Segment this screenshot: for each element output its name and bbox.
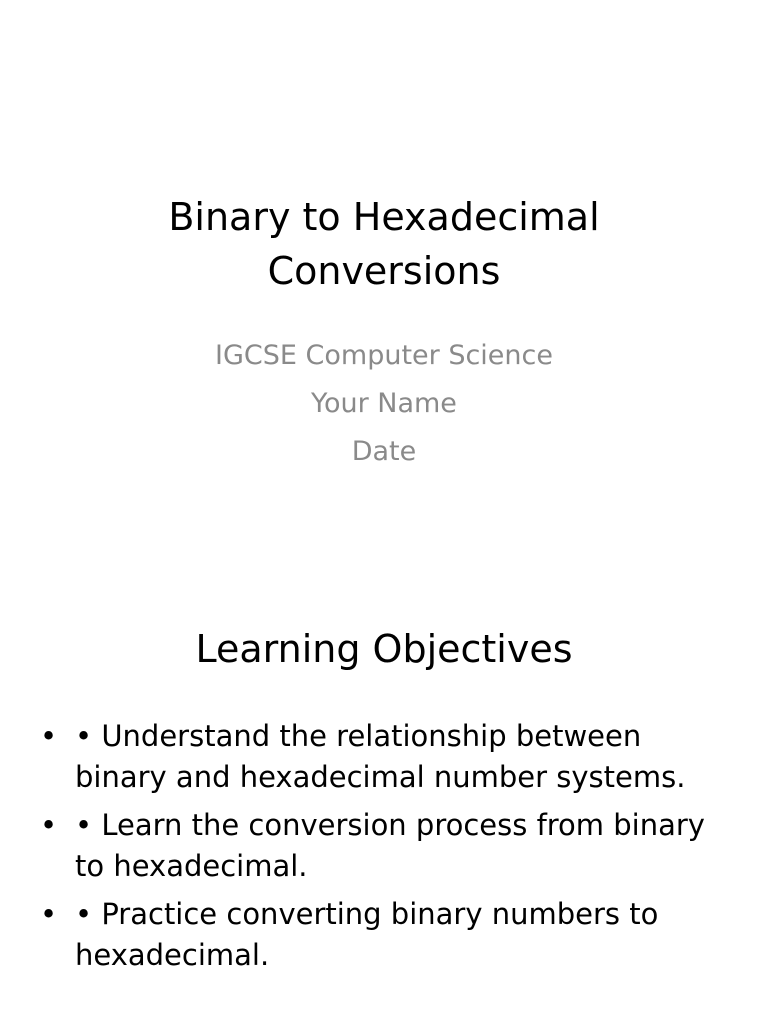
list-item — [40, 805, 730, 887]
subtitle-date: Date — [351, 436, 417, 467]
objectives-heading: Learning Objectives — [195, 627, 573, 671]
list-item — [40, 716, 730, 798]
subtitle-author: Your Name — [311, 388, 457, 419]
list-item-text: • Learn the conversion process from binary to hexadecimal. — [75, 808, 705, 883]
list-item-text: • Understand the relationship between binary and hexadecimal number systems. — [75, 719, 686, 794]
slide-title: Binary to Hexadecimal Conversions — [168, 195, 600, 293]
bullet-marker: • — [40, 719, 58, 753]
slide-subtitle — [60, 332, 708, 476]
list-item — [40, 894, 730, 976]
objectives-list — [40, 716, 730, 983]
objectives-slide — [0, 512, 768, 1024]
bullet-marker: • — [40, 808, 58, 842]
subtitle-course: IGCSE Computer Science — [215, 340, 553, 371]
bullet-marker: • — [40, 897, 58, 931]
list-item-text: • Practice converting binary numbers to hexadecimal. — [75, 897, 659, 972]
